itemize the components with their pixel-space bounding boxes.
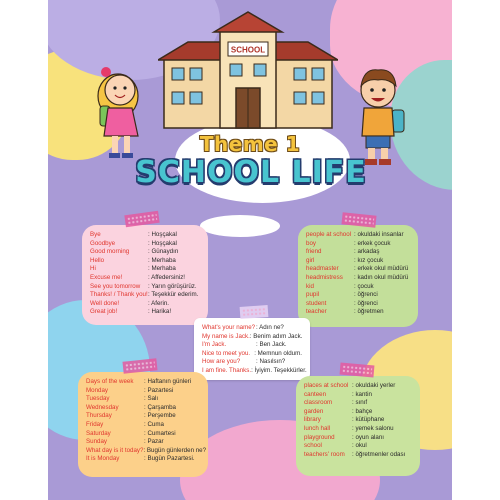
english-term: Sunday: [86, 438, 107, 446]
vocab-row: [86, 421, 200, 430]
english-term: Thanks! / Thank you!: [90, 291, 148, 299]
turkish-term: : yemek salonu: [352, 424, 394, 432]
vocab-row: [90, 265, 200, 274]
turkish-term: : Haftanın günleri: [144, 378, 192, 385]
turkish-term: : sınıf: [352, 399, 368, 407]
english-term: How are you?: [202, 358, 241, 366]
bg-blob-white-mid: [200, 215, 280, 237]
english-term: Saturday: [86, 429, 111, 437]
turkish-term: : Teşekkür ederim.: [148, 291, 199, 299]
english-term: Thursday: [86, 412, 112, 420]
vocab-row: [304, 391, 412, 400]
vocab-row: [304, 442, 412, 451]
vocab-row: [90, 231, 200, 240]
vocab-row: [306, 231, 410, 240]
school-building-illustration: [158, 10, 338, 130]
turkish-term: : Pazartesi: [144, 386, 174, 394]
turkish-term: : Merhaba: [148, 256, 176, 264]
turkish-term: : öğretmenler odası: [352, 450, 406, 458]
turkish-term: : okul: [352, 442, 367, 450]
vocab-row: [90, 283, 200, 292]
english-term: Good morning: [90, 248, 130, 256]
english-term: friend: [306, 248, 322, 256]
vocab-row: [304, 451, 412, 460]
english-term: Nice to meet you.: [202, 349, 251, 357]
vocab-row: [202, 324, 302, 333]
english-term: library: [304, 416, 321, 424]
english-term: What's your name?: [202, 324, 256, 331]
vocab-row: [306, 283, 410, 292]
english-term: Days of the week: [86, 378, 134, 385]
english-term: headmistress: [306, 273, 343, 281]
english-term: student: [306, 299, 327, 307]
girl-with-backpack-illustration: [88, 58, 158, 163]
english-term: garden: [304, 407, 324, 415]
vocab-row: [202, 333, 302, 342]
theme-label: Theme 1: [199, 132, 301, 156]
turkish-term: : kız çocuk: [354, 256, 384, 264]
english-term: I'm Jack.: [202, 341, 227, 349]
turkish-term: : öğretmen: [354, 308, 384, 316]
boy-with-backpack-illustration: [344, 60, 414, 168]
english-term: teachers' room: [304, 450, 345, 458]
english-term: girl: [306, 256, 315, 264]
turkish-term: : Nasılsın?: [256, 358, 286, 366]
english-term: people at school: [306, 231, 352, 238]
vocab-row: [90, 248, 200, 257]
vocab-row: [306, 257, 410, 266]
turkish-term: : Pazar: [144, 438, 164, 446]
english-term: Friday: [86, 420, 104, 428]
vocab-row: [202, 358, 302, 367]
days-of-week-box: [78, 372, 208, 477]
vocab-row: [306, 300, 410, 309]
greetings-box: [82, 225, 208, 325]
vocab-row: [86, 412, 200, 421]
vocab-row: [86, 455, 200, 464]
vocab-row: [90, 240, 200, 249]
turkish-term: : Hoşçakal: [148, 239, 177, 247]
english-term: boy: [306, 239, 316, 247]
turkish-term: : kantin: [352, 390, 372, 398]
turkish-term: : Günaydın: [148, 248, 179, 256]
turkish-term: : İyiyim. Teşekkürler.: [251, 366, 307, 374]
vocab-row: [86, 438, 200, 447]
vocab-row: [90, 257, 200, 266]
turkish-term: : Hoşçakal: [148, 231, 177, 238]
english-term: classroom: [304, 399, 333, 407]
vocab-row: [86, 378, 200, 387]
english-term: Excuse me!: [90, 273, 123, 281]
decorative-tape: [240, 305, 269, 319]
vocab-row: [306, 291, 410, 300]
vocab-row: [306, 308, 410, 317]
vocab-row: [90, 308, 200, 317]
turkish-term: : Aferin.: [148, 299, 169, 307]
vocab-row: [304, 399, 412, 408]
english-term: places at school: [304, 382, 349, 389]
english-term: school: [304, 442, 322, 450]
vocab-row: [90, 274, 200, 283]
vocab-row: [86, 395, 200, 404]
english-term: lunch hall: [304, 424, 331, 432]
turkish-term: : Cuma: [144, 420, 164, 428]
turkish-term: : kadın okul müdürü: [354, 273, 409, 281]
english-term: My name is Jack.: [202, 332, 250, 340]
turkish-term: : Bugün Pazartesi.: [144, 455, 195, 463]
vocab-row: [86, 430, 200, 439]
turkish-term: : erkek çocuk: [354, 239, 391, 247]
turkish-term: : okuldaki yerler: [352, 382, 396, 389]
english-term: Hi: [90, 265, 96, 273]
vocab-row: [86, 446, 207, 456]
page-margin-right: [452, 0, 500, 500]
turkish-term: : kütüphane: [352, 416, 385, 424]
vocab-row: [304, 382, 412, 391]
english-term: kid: [306, 282, 314, 290]
turkish-term: : Merhaba: [148, 265, 176, 273]
school-sign: SCHOOL: [230, 45, 266, 55]
turkish-term: : arkadaş: [354, 248, 380, 256]
vocab-row: [86, 387, 200, 396]
vocab-row: [202, 341, 302, 350]
turkish-term: : Cumartesi: [144, 429, 176, 437]
vocab-row: [306, 274, 410, 283]
vocab-row: [90, 291, 200, 300]
turkish-term: : Benim adım Jack.: [249, 332, 303, 340]
english-term: See you tomorrow: [90, 282, 141, 290]
english-term: I am fine. Thanks.: [202, 366, 252, 374]
vocab-row: [304, 425, 412, 434]
english-term: Goodbye: [90, 239, 116, 247]
english-term: What day is it today?: [86, 446, 144, 454]
english-term: Bye: [90, 231, 101, 238]
english-term: Hello: [90, 256, 105, 264]
english-term: canteen: [304, 390, 327, 398]
english-term: Wednesday: [86, 403, 119, 411]
english-term: Monday: [86, 386, 109, 394]
vocab-row: [304, 416, 412, 425]
turkish-term: : çocuk: [354, 282, 374, 290]
turkish-term: : oyun alanı: [352, 433, 384, 441]
turkish-term: : Yarın görüşürüz.: [148, 282, 197, 290]
turkish-term: : Ben Jack.: [256, 341, 287, 349]
english-term: It is Monday: [86, 455, 120, 463]
page-margin-left: [0, 0, 48, 500]
english-term: teacher: [306, 308, 327, 316]
vocab-row: [86, 404, 200, 413]
turkish-term: : öğrenci: [354, 299, 378, 307]
vocab-row: [90, 300, 200, 309]
turkish-term: : okuldaki insanlar: [354, 231, 404, 238]
page-title: SCHOOL LIFE: [135, 155, 367, 190]
vocab-row: [304, 434, 412, 443]
vocab-row: [202, 350, 302, 359]
turkish-term: : bahçe: [352, 407, 373, 415]
english-term: Tuesday: [86, 395, 110, 403]
turkish-term: : Çarşamba: [144, 403, 176, 411]
turkish-term: : Adın ne?: [256, 324, 284, 331]
vocab-row: [306, 240, 410, 249]
turkish-term: : Perşembe: [144, 412, 176, 420]
vocab-row: [304, 408, 412, 417]
turkish-term: : Memnun oldum.: [254, 349, 302, 357]
introductions-box: [194, 318, 310, 380]
english-term: pupil: [306, 291, 320, 299]
turkish-term: : Harika!: [148, 308, 172, 316]
english-term: Well done!: [90, 299, 120, 307]
turkish-term: : Affedersiniz!: [148, 273, 186, 281]
people-at-school-box: [298, 225, 418, 327]
vocab-row: [306, 265, 410, 274]
english-term: Great job!: [90, 308, 118, 316]
places-at-school-box: [296, 376, 420, 476]
vocab-row: [306, 248, 410, 257]
turkish-term: : Bugün günlerden ne?: [143, 446, 207, 454]
turkish-term: : Salı: [144, 395, 159, 403]
vocab-row: [202, 366, 307, 376]
turkish-term: : öğrenci: [354, 291, 378, 299]
english-term: headmaster: [306, 265, 339, 273]
turkish-term: : erkek okul müdürü: [354, 265, 409, 273]
english-term: playground: [304, 433, 335, 441]
